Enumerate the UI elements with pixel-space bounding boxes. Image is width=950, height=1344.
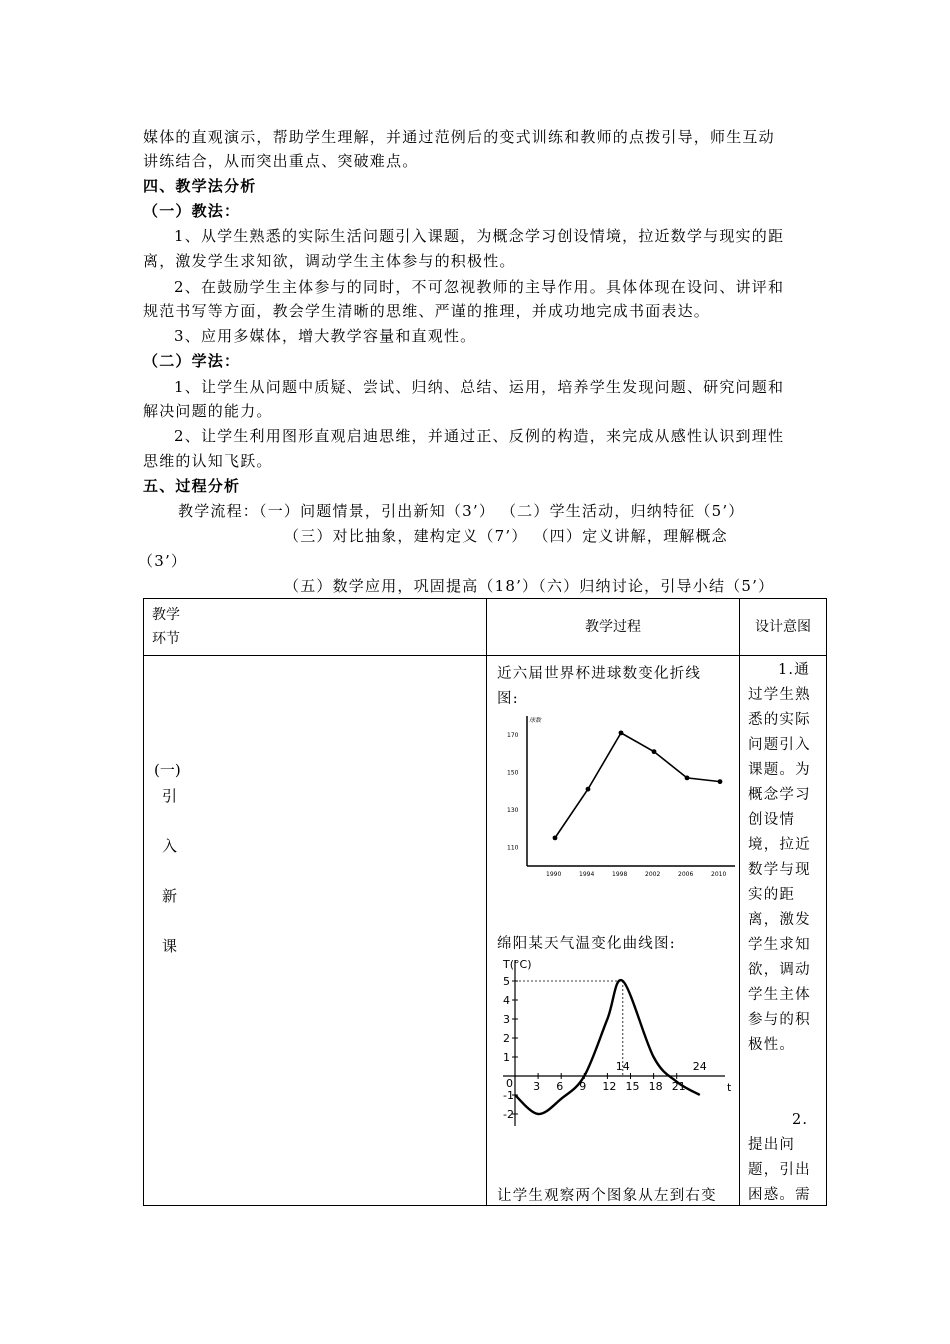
intent-line-12: 学生求知 [748,937,811,953]
chart1-point [586,787,591,792]
chart2-y-label: T(°C) [503,958,532,971]
learning-line-4: 思维的认知飞跃。 [143,452,273,470]
intent-line-7: 创设情 [748,812,796,828]
process-table [143,598,827,1206]
intent-line-16: 极性。 [748,1037,796,1053]
section5-heading: 五、过程分析 [143,477,241,495]
chart1-y-tick-label: 170 [507,731,519,739]
teaching-line-5: 3、应用多媒体，增大教学容量和直观性。 [174,327,477,345]
chart1-point [652,749,657,754]
stage-char-2: 引 [162,787,178,805]
world-cup-goals-line-chart [505,710,737,878]
intent-line-14: 学生主体 [748,987,811,1003]
chart1-point [685,775,690,780]
intent-line-6: 概念学习 [748,787,811,803]
chart2-y-tick-label: -2 [503,1108,514,1121]
chart2-y-tick-label: -1 [503,1089,514,1102]
chart2-x-tick-label: 18 [648,1080,663,1093]
chart1-x-tick-label: 1990 [546,871,562,878]
intent-line-11: 离，激发 [748,912,811,928]
chart2-origin-label: 0 [506,1077,513,1090]
chart1-point [718,779,723,784]
chart2-x-tick-label: 6 [556,1080,564,1093]
flow-line-1: 教学流程：（一）问题情景，引出新知（3’） （二）学生活动，归纳特征（5’） [178,502,745,520]
header-process [487,599,740,656]
process-footer-text: 让学生观察两个图象从左到右变 [497,1188,717,1204]
intro-line-2: 讲练结合，从而突出重点、突破难点。 [143,152,419,170]
intent-line-13: 欲，调动 [748,962,811,978]
chart2-y-tick-label: 1 [503,1051,510,1064]
intent-line-1: 1.通 [778,662,810,678]
intent-line-5: 课题。为 [748,762,811,778]
chart1-y-tick-label: 110 [507,844,519,852]
learning-line-2: 解决问题的能力。 [143,402,273,420]
stage-cell [144,656,487,1206]
intent-line-2: 过学生熟 [748,687,811,703]
chart2-x-tick-label: 15 [625,1080,640,1093]
process-cell [487,656,740,1206]
intent-line-17: 2. [792,1112,809,1128]
chart1-x-tick-label: 1994 [579,871,595,878]
chart1-title-line-2: 图: [497,691,519,707]
header-intent [740,599,827,656]
chart2-x-tick-label: 9 [579,1080,587,1093]
intro-line-1: 媒体的直观演示，帮助学生理解，并通过范例后的变式训练和教师的点拨引导，师生互动 [143,128,775,146]
chart2-y-tick-label: 4 [503,994,510,1007]
chart1-y-tick-label: 150 [507,769,519,777]
header-intent-label: 设计意图 [755,619,811,635]
chart2-x-tick-label: 3 [533,1080,541,1093]
chart1-title-line-1: 近六届世界杯进球数变化折线 [497,666,702,682]
learning-line-3: 2、让学生利用图形直观启迪思维，并通过正、反例的构造，来完成从感性认识到理性 [174,427,785,445]
chart2-y-tick-label: 3 [503,1013,510,1026]
flow-line-2: （三）对比抽象，建构定义（7’） （四）定义讲解，理解概念 [284,527,728,545]
intent-cell [740,656,827,1206]
stage-char-1: (一) [154,761,181,779]
chart2-x-tick-label: 12 [602,1080,617,1093]
chart1-series-line [555,733,720,838]
header-stage-line-2: 环节 [152,631,180,647]
chart1-x-tick-label: 2006 [678,871,694,878]
chart2-title: 绵阳某天气温变化曲线图: [497,936,676,952]
intent-line-19: 题，引出 [748,1162,811,1178]
chart2-marks [515,980,700,1114]
learning-method-heading: （二）学法： [143,352,241,370]
intent-line-9: 数学与现 [748,862,811,878]
chart1-y-label: 球数 [529,717,542,724]
header-stage [144,599,487,656]
header-stage-line-1: 教学 [152,607,180,623]
teaching-line-1: 1、从学生熟悉的实际生活问题引入课题，为概念学习创设情境，拉近数学与现实的距 [174,227,785,245]
chart2-x-tick-label: 21 [671,1080,686,1093]
chart1-x-tick-label: 1998 [612,871,628,878]
chart2-end-x-annotation: 24 [692,1060,707,1073]
learning-line-1: 1、让学生从问题中质疑、尝试、归纳、总结、运用，培养学生发现问题、研究问题和 [174,378,785,396]
stage-char-4: 新 [162,887,178,905]
chart1-x-tick-label: 2002 [645,871,661,878]
chart2-y-tick-label: 2 [503,1032,510,1045]
chart2-temperature-curve [515,980,700,1114]
teaching-line-3: 2、在鼓励学生主体参与的同时，不可忽视教师的主导作用。具体体现在设问、讲评和 [174,278,785,296]
chart1-axes [507,716,735,878]
chart1-point [619,730,624,735]
stage-char-3: 入 [162,837,178,855]
chart2-x-label: t [727,1081,732,1094]
intent-line-10: 实的距 [748,887,796,903]
chart1-y-tick-label: 130 [507,806,519,814]
chart1-marks [553,730,723,840]
stage-char-5: 课 [162,937,178,955]
flow-line-4: （五）数学应用，巩固提高（18’）（六）归纳讨论，引导小结（5’） [284,577,775,595]
intent-line-3: 悉的实际 [748,712,811,728]
intent-line-18: 提出问 [748,1137,796,1153]
temperature-curve-chart [501,956,737,1136]
intent-line-8: 境，拉近 [748,837,811,853]
intent-line-4: 问题引入 [748,737,811,753]
chart2-peak-x-annotation: 14 [615,1060,630,1073]
teaching-line-4: 规范书写等方面，教会学生清晰的思维、严谨的推理，并成功地完成书面表达。 [143,302,711,320]
intent-line-15: 参与的积 [748,1012,811,1028]
chart1-x-tick-label: 2010 [711,871,727,878]
chart2-y-tick-label: 5 [503,975,510,988]
intent-line-20: 困惑。需 [748,1187,811,1203]
flow-line-3: （3’） [138,552,188,570]
chart1-point [553,835,558,840]
section4-heading: 四、教学法分析 [143,177,257,195]
header-process-label: 教学过程 [585,619,641,635]
teaching-method-heading: （一）教法： [143,202,241,220]
teaching-line-2: 离，激发学生求知欲，调动学生主体参与的积极性。 [143,252,516,270]
